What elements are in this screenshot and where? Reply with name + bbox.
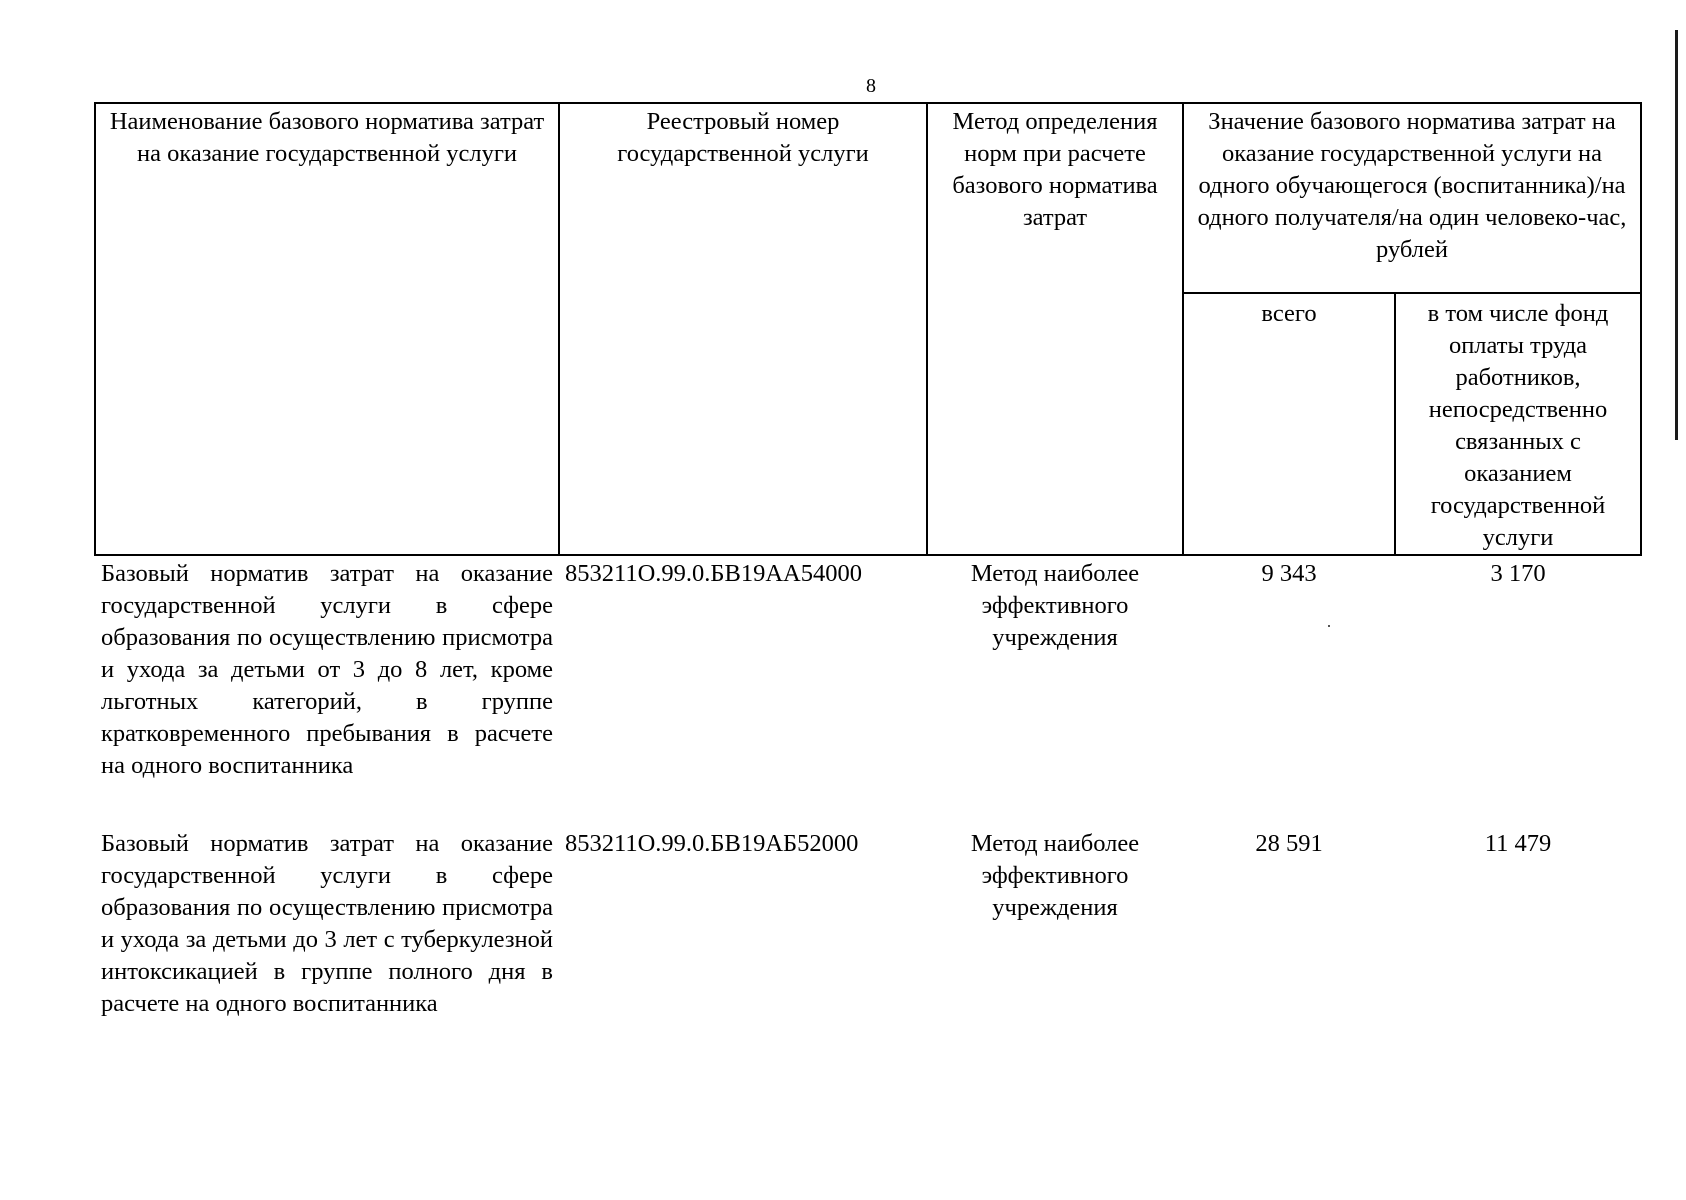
- row-method: Метод наиболее эффективного учреждения: [970, 830, 1140, 921]
- table-header: [95, 103, 1641, 555]
- row-wage-fund: 3 170: [1490, 560, 1546, 587]
- row-name: Базовый норматив затрат на оказание государственной услуги в сфере образования по осуществлению присмотра и ухода за детьми от 3 до 8 лет, кроме льготных категорий, в группе кратковременного пребывания в расчете на одного воспитанника: [101, 560, 553, 779]
- row-total: 28 591: [1255, 830, 1323, 857]
- header-registry-number: Реестровый номер государственной услуги: [559, 103, 927, 555]
- cost-standards-table: [94, 102, 1642, 1058]
- header-method: Метод определения норм при расчете базового норматива затрат: [927, 103, 1183, 555]
- header-name: Наименование базового норматива затрат на оказание государственной услуги: [95, 103, 559, 555]
- table-row: [95, 826, 1641, 1058]
- row-total: 9 343: [1261, 560, 1317, 587]
- header-total: всего: [1183, 293, 1395, 555]
- table-row: [95, 555, 1641, 826]
- header-row-1: [95, 103, 1641, 293]
- row-method: Метод наиболее эффективного учреждения: [970, 560, 1140, 651]
- header-wage-fund: в том числе фонд оплаты труда работников, непосредственно связанных с оказанием государственной услуги: [1395, 293, 1641, 555]
- table-body: [95, 555, 1641, 1058]
- header-value-group: Значение базового норматива затрат на оказание государственной услуги на одного обучающегося (воспитанника)/на одного получателя/на один человеко-час, рублей: [1183, 103, 1641, 293]
- page-number: 8: [866, 75, 876, 97]
- row-registry-number: 853211О.99.0.БВ19АА54000: [565, 560, 862, 587]
- scan-edge-line: [1675, 30, 1678, 440]
- row-name: Базовый норматив затрат на оказание государственной услуги в сфере образования по осуществлению присмотра и ухода за детьми до 3 лет с туберкулезной интоксикацией в группе полного дня в расчете на одного воспитанника: [101, 830, 553, 1017]
- row-wage-fund: 11 479: [1484, 830, 1552, 857]
- row-registry-number: 853211О.99.0.БВ19АБ52000: [565, 830, 859, 857]
